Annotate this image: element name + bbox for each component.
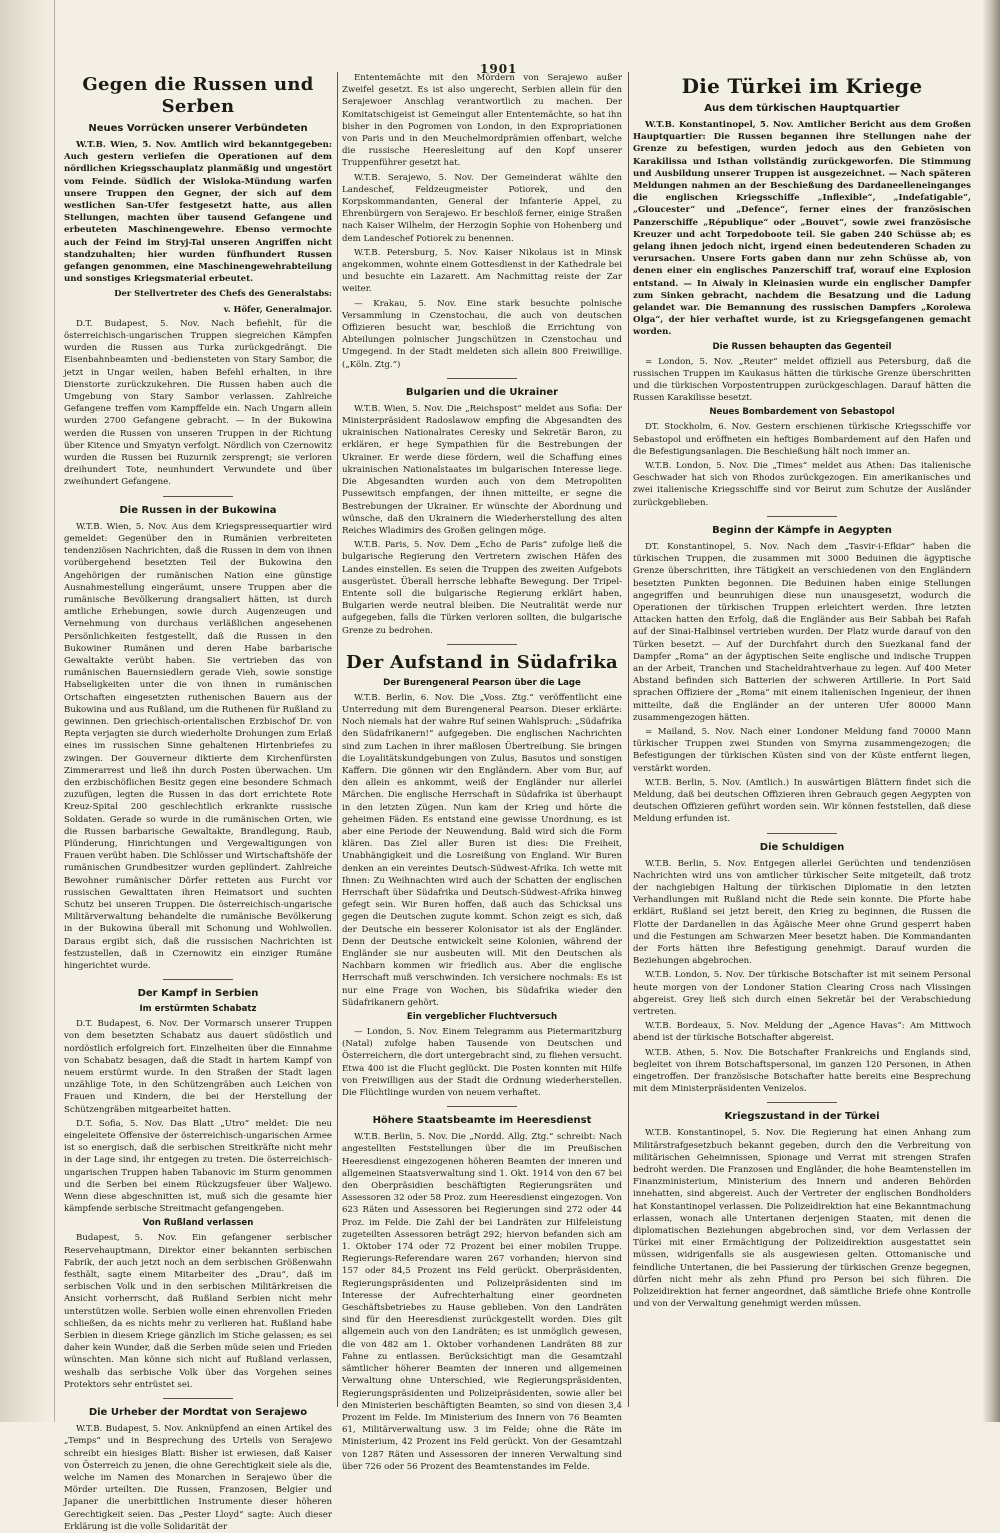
- separator: [767, 833, 837, 834]
- subhead-fluchtversuch: Ein vergeblicher Fluchtversuch: [406, 1012, 558, 1023]
- separator: [163, 496, 233, 497]
- separator: [767, 516, 837, 517]
- adjacent-page-edge-left: [0, 0, 55, 1422]
- column-rule-1: [337, 72, 338, 1407]
- separator: [447, 1106, 517, 1107]
- article-mailand: = Mailand, 5. Nov. Nach einer Londoner Meldung fand 70000 Mann türkischer Truppen zwei Stunden von Smyrna zusammengezogen; die Befestigungen der türkischen Küsten sind von der Küste entfernt liegen, verstärkt worden.: [633, 726, 971, 774]
- subhead-pearson: Der Burengeneral Pearson über die Lage: [383, 677, 581, 688]
- article-serajewo-gemeinderat: W.T.B. Serajewo, 5. Nov. Der Gemeinderat wählte den Landeschef, Feldzeugmeister Potiorek, und den Korpskommandanten, General der Infanterie Appel, zu Ehrenbürgern von Serajewo. Er beschloß ferner, einige Straßen nach Kaiser Wilhelm, der Herzogin Sophie von Hohenberg und dem Landeschef Potiorek zu benennen.: [342, 172, 622, 244]
- separator: [447, 644, 517, 645]
- column-rule-2: [628, 72, 629, 1407]
- article-entente-continued: Ententemächte mit den Mördern von Serajewo außer Zweifel gesetzt. Es ist also ungerecht, Serbien allein für den Serajewoer Anschlag verantwortlich zu machen. Der Komitatschigeist ist Gemeingut aller Ententemächte, so hat ihn bisher in den Pogromen von London, in den Expropriationen von Paris und in den Meuchelmordprämien offenbart, welche die russische Heeresleitung auf den Kopf unserer Truppenführer gesetzt hat.: [342, 73, 622, 169]
- column-2: [342, 72, 622, 1472]
- subhead-vorruecken: Neues Vorrücken unserer Verbündeten: [88, 123, 308, 134]
- headline-serbien: Der Kampf in Serbien: [137, 988, 259, 1000]
- page-edge-right: [982, 0, 1000, 1422]
- article-serajewo-urheber: W.T.B. Budapest, 5. Nov. Anknüpfend an einen Artikel des „Temps“ und in Besprechung des Urteils von Serajewo schreibt ein hiesiges Blatt: Bisher ist erwiesen, daß Kaiser von Österreich zu jenen, die ohne Gerechtigkeit siele als die, welche im Namen des Monarchen in Serajewo über die Mörder urteilten. Die Russen, Franzosen, Belgier und Japaner die unerbittlichen Instrumente dieser höheren Gerechtigkeit seien. Das „Pester Lloyd“ sagte: Auch dieser Erklärung ist die volle Solidarität der: [64, 1424, 332, 1532]
- headline-bulgarien: Bulgarien und die Ukrainer: [405, 386, 559, 398]
- article-schuldigen-bordeaux: W.T.B. Bordeaux, 5. Nov. Meldung der „Agence Havas“: Am Mittwoch abend ist der türkische Botschafter abgereist.: [633, 1021, 971, 1044]
- column-3: [633, 72, 971, 1407]
- subhead-russland-verlassen: Von Rußland verlassen: [142, 1218, 254, 1229]
- article-schuldigen-london: W.T.B. London, 5. Nov. Der türkische Botschafter ist mit seinem Personal heute morgen von der Londoner Station Clearing Cross nach Vlissingen abgereist. Grey ließ sich durch einen Sekretär bei der Verabschiedung vertreten.: [633, 970, 971, 1017]
- separator: [163, 1398, 233, 1399]
- article-bulgarien-paris: W.T.B. Paris, 5. Nov. Dem „Echo de Paris“ zufolge ließ die bulgarische Regierung den Vertretern zwischen Häfen des Landes einstellen. Es seien die Truppen des zweiten Aufgebots ausgerüstet. Überall herrsche lebhafte Bewegung. Der Tripel-Entente soll die bulgarische Regierung erklärt haben, Bulgarien werde neutral bleiben. Die Neutralität werde nur aufgegeben, falls die Türken verloren sollten, die bulgarische Grenze zu bedrohen.: [342, 540, 622, 636]
- article-london-times: W.T.B. London, 5. Nov. Die „Times“ meldet aus Athen: Das italienische Geschwader hat sich von Rhodos zurückgezogen. Ein amerikanisches und zwei italienische Kriegsschiffe sind vor Beirut zum Schutze der Ausländer zurückgeblieben.: [633, 461, 971, 508]
- article-schuldigen-athen: W.T.B. Athen, 5. Nov. Die Botschafter Frankreichs und Englands sind, begleitet von ihrem Botschaftspersonal, im ganzen 120 Personen, in Athen eingetroffen. Der französische Botschafter hatte bereits eine Besprechung mit dem Ministerpräsidenten Venizelos.: [633, 1047, 971, 1095]
- article-schabatz: D.T. Budapest, 6. Nov. Der Vormarsch unserer Truppen von dem besetzten Schabatz aus dauert südöstlich und nordöstlich erfolgreich fort. Einzelheiten über die Einnahme von Schabatz besagen, daß die Stadt in hartem Kampf von neuem erstürmt wurde. In den Straßen der Stadt lagen unzählige Tote, in den Schützengräben auch Leichen von Frauen und Kindern, die bei der Herstellung der Schützengräben mitgearbeitet hatten.: [64, 1019, 332, 1115]
- headline-serajewo: Die Urheber der Mordtat von Serajewo: [88, 1407, 308, 1419]
- separator: [447, 378, 517, 379]
- column-1: [64, 72, 332, 1532]
- article-kriegszustand: W.T.B. Konstantinopel, 5. Nov. Die Regierung hat einen Anhang zum Militärstrafgesetzbuch bekannt gegeben, durch den die Verbreitung von militärischen Geheimnissen, Spionage und Verrat mit strengen Strafen bedroht werden. Die Franzosen und Engländer, die hohe Beamtenstellen im Finanzministerium, Ministerium des Innern und anderen Behörden innehatten, sind abgereist. Auch der Vertreter der englischen Bondholders hat Konstantinopel verlassen. Die Polizeidirektion hat eine Bekanntmachung erlassen, wonach alle Untertanen derjenigen Staaten, mit denen die diplomatischen Beziehungen abgebrochen sind, vor dem Verlassen der Türkei mit einer Ermächtigung der Polizeidirektion ausgestattet sein müssen, widrigenfalls sie als ausgewiesen gelten. Ottomanische und feindliche Untertanen, die bei Passierung der türkischen Grenze begegnen, dürfen nicht mehr als zehn Pfund pro Person bei sich führen. Die Polizeidirektion hat ferner angeordnet, daß sämtliche Briefe ohne Kontrolle und von der Verwaltung genehmigt werden müssen.: [633, 1128, 971, 1310]
- headline-kriegszustand: Kriegszustand in der Türkei: [724, 1111, 880, 1123]
- headline-russen-serben: Gegen die Russen und Serben: [82, 74, 314, 117]
- separator: [163, 979, 233, 980]
- article-bulgarien-wien: W.T.B. Wien, 5. Nov. Die „Reichspost“ meldet aus Sofia: Der Ministerpräsident Radoslawow empfing die Abgesandten des ukrainischen Nationalrates Ceresky und Sekretär Baron, zu erklären, er hege Sympathien für die Bestrebungen der Ukrainer. Er werde diese fördern, weil die Schaffung eines ukrainischen Nationalstaates im bulgarischen Interesse liege. Die Abgesandten wurden auch von dem Metropoliten Pussewitsch empfangen, der ihnen mitteilte, er segne die Bestrebungen der Ukrainer. Er wünschte der Abordnung und wünsche, daß den Ukrainern die Wiederherstellung des alten Reiches Wladimirs des Großen gelingen möge.: [342, 403, 622, 536]
- article-petersburg: W.T.B. Petersburg, 5. Nov. Kaiser Nikolaus ist in Minsk angekommen, wohnte einem Gottesdienst in der Kathedrale bei und besuchte ein Lazarett. Am Nachmittag reiste der Zar weiter.: [342, 247, 622, 295]
- headline-aegypten: Beginn der Kämpfe in Aegypten: [712, 524, 892, 536]
- article-london-reuter: = London, 5. Nov. „Reuter“ meldet offiziell aus Petersburg, daß die russischen Truppen im Kaukasus hätten die türkische Grenze überschritten und die türkischen Vorpostentruppen zurückgeschlagen. Darauf hätten die Russen Karakilisse besetzt.: [633, 356, 971, 404]
- article-fluchtversuch: — London, 5. Nov. Einem Telegramm aus Pietermaritzburg (Natal) zufolge haben Tausende von Deutschen und Österreichern, die dort untergebracht sind, zu fliehen versucht. Etwa 400 ist die Flucht geglückt. Die Posten konnten mit Hilfe von Freiwilligen aus der Stadt die Ordnung wiederherstellen. Die Flüchtlinge wurden von neuem verhaftet.: [342, 1027, 622, 1099]
- article-konstantinopel-bericht: W.T.B. Konstantinopel, 5. Nov. Amtlicher Bericht aus dem Großen Hauptquartier: Die Russen begannen ihre Stellungen nahe der Grenze zu befestigen, wurden jedoch aus den Gebieten von Karakilissa und Isthan vollständig zurückgeworfen. Die Stimmung und Ausbildung unserer Truppen ist ausgezeichnet. — Nach späteren Meldungen nahmen an der Beschießung des Dardaneelleneinganges die englischen Kriegsschiffe „Inflexible“, „Indefatigable“, „Gloucester“ und „Defence“, ferner eines der französischen Panzerschiffe „République“ oder „Bouvet“, sowie zwei französische Kreuzer und acht Torpedoboote teil. Sie gaben 240 Schüsse ab; es gelang ihnen jedoch nicht, irgend einen bedeutenderen Schaden zu verursachen. Unsere Forts gaben dann nur zehn Schüsse ab, von denen einer ein englisches Panzerschiff traf, worauf eine Explosion entstand. — In Aiwaly in Kleinasien wurde ein englischer Dampfer zum Sinken gebracht, nachdem die Besatzung und die Ladung gelandet war. Die Bemannung des russischen Dampfers „Korolewa Olga“, der hier verhaftet wurde, ist zu Kriegsgefangenen gemacht worden.: [633, 120, 971, 338]
- article-stockholm: DT. Stockholm, 6. Nov. Gestern erschienen türkische Kriegsschiffe vor Sebastopol und eröffneten ein heftiges Bombardement auf den Hafen und die Befestigungsanlagen. Die Beschießung hält noch immer an.: [633, 422, 971, 457]
- article-schuldigen-berlin: W.T.B. Berlin, 5. Nov. Entgegen allerlei Gerüchten und tendenziösen Nachrichten wird uns von amtlicher türkischer Seite mitgeteilt, daß trotz der nachgiebigen Haltung der türkischen Diplomatie in den letzten Verhandlungen mit Rußland nicht die Rede sein konnte. Die Pforte habe erklärt, Rußland sei jetzt bereit, den Krieg zu beginnen, die Russen die Flotte der Dardanellen in das Ägäische Meer ohne Grund gesperrt haben und die Festungen am Schwarzen Meer besetzt haben. Die Kommandanten der Forts hätten ihre Befestigung genehmigt. Darauf wurden die Beziehungen abgebrochen.: [633, 858, 971, 967]
- separator: [767, 1102, 837, 1103]
- article-pearson: W.T.B. Berlin, 6. Nov. Die „Voss. Ztg.“ veröffentlicht eine Unterredung mit dem Burengeneral Pearson. Dieser erklärte: Noch niemals hat der wahre Ruf seinen Wahlspruch: „Südafrika den Südafrikanern!“ aufgegeben. Die englischen Nachrichten sind zum Lachen in ihrer maßlosen Übertreibung. Sie bringen die Loyalitätskundgebungen von Zulus, Basutos und sonstigen Kaffern. Die gönnen wir den Engländern. Aber vom Bur, auf den allein es ankommt, weiß der Engländer nur allerlei Märchen. Die englische Herrschaft in Südafrika ist überhaupt in den letzten Zügen. Nun kam der Krieg und hörte die geheimen Fäden. Es entstand eine gewisse Unordnung, es ist aber eine Periode der Neuwendung. Bald wird sich die Form klären. Das Ziel aller Buren ist dies: Die Freiheit, Unabhängigkeit und die Losreißung von England. Wir Buren denken an ein vereintes Deutsch-Südwest-Afrika. Ich wette mit Ihnen: Zu Weihnachten wird auch der Schatten der englischen Herrschaft über Südafrika und Deutsch-Südwest-Afrika hinweg gefegt sein. Wir Buren hoffen, daß auch das Schicksal uns gegen die Deutschen zugute kommt. Schon zeigt es sich, daß der Deutsche ein besserer Kolonisator ist als der Engländer. Denn der Deutsche entwickelt seine Kolonien, während der Engländer sie nur ausbeuten will. Mit den Deutschen als Nachbarn kommen wir friedlich aus. Aber die englische Herrschaft muß verschwinden. Ich versichere nochmals: Es ist nur eine Frage von Wochen, bis Südafrika wieder den Südafrikanern gehört.: [342, 692, 622, 1008]
- article-russland-verlassen: Budapest, 5. Nov. Ein gefangener serbischer Reservehauptmann, Direktor einer bekannten serbischen Fabrik, der auch jetzt noch an dem serbischen Größenwahn festhält, sagte einem Mitarbeiter des „Drau“, daß im serbischen Volk und in den serbischen Militärkreisen die Ansicht vorherrscht, daß Rußland Serbien nicht mehr unterstützen wolle. Serbien wolle einen ehrenvollen Frieden schließen, da es nichts mehr zu verlieren hat. Rußland habe Serbien in diesem Kriege gänzlich im Stiche gelassen; es sei daher kein Wunder, daß die Serben müde seien und Frieden wünschten. Man könne sich nicht auf Rußland verlassen, weshalb das serbische Volk über das Vorgehen seines Protektors sehr entrüstet sei.: [64, 1233, 332, 1390]
- article-bukowina: W.T.B. Wien, 5. Nov. Aus dem Kriegspressequartier wird gemeldet: Gegenüber den in Rumänien verbreiteten tendenziösen Nachrichten, daß die Russen in dem von ihnen vorübergehend besetzten Teil der Bukowina den Angehörigen der rumänischen Nation eine günstige Ausnahmestellung eingeräumt, unsere Truppen aber die rumänische Bevölkerung drangsaliert hätten, ist durch amtliche Erhebungen, sowie durch Augenzeugen und Vernehmung von durchaus verläßlichen angesehenen Persönlichkeiten festgestellt, daß die Russen in den Bukowiner Rumänen und deren Habe barbarische Gewaltakte verübt haben. Sie vertrieben das von rumänischen Bauernsiedlern gerade Vieh, sowie sonstige Habseligkeiten unter die von ihnen in rumänischen Ortschaften eingesetzten ruthenischen Bauern aus der Bukowina und aus Rußland, um die Ruthenen für Rußland zu gewinnen. Den griechisch-orientalischen Erzbischof Dr. von Repta verjagten sie durch wiederholte Drohungen zum Erlaß eines im russischen Sinne gehaltenen Hirtenbriefes zu zwingen. Der Gouverneur diktierte dem Kirchenfürsten Zimmerarrest und ließ ihn durch Posten überwachen. Um den erzbischöflichen Besitz gegen eine besondere Schmach zuzufügen, legten die Russen in das dort errichtete Rote Kreuz-Spital 200 geschlechtlich erkrankte russische Soldaten. Gerade so wurde in die rumänischen Orten, wie die Russen barbarische Gewaltakte, Brandlegung, Raub, Plünderung, Hinrichtungen und Vergewaltigungen von Frauen verübt haben. Die Schlösser und Wirtschaftshöfe der rumänischen Grundbesitzer wurden geplündert. Zahlreiche Bewohner rumänischer Dörfer retteten aus Furcht vor russischen Gewalttaten ihren Heimatsort und suchten Schutz bei unseren Truppen. Die österreichisch-ungarische Militärverwaltung behandelte die rumänische Bevölkerung in der Bukowina überall mit Schonung und Wohlwollen. Daraus ergibt sich, daß die russischen Nachrichten ist festzustellen, daß in Czernowitz ein einziger Rumäne hingerichtet wurde.: [64, 521, 332, 971]
- headline-schuldigen: Die Schuldigen: [759, 841, 845, 853]
- subhead-hauptquartier: Aus dem türkischen Hauptquartier: [704, 103, 900, 114]
- headline-bukowina: Die Russen in der Bukowina: [119, 504, 277, 516]
- subhead-sebastopol: Neues Bombardement von Sebastopol: [709, 407, 895, 418]
- article-aegypten-konstantinopel: DT. Konstantinopel, 5. Nov. Nach dem „Tasvir-i-Efkiar“ haben die türkischen Truppen, die zusammen mit 3000 Beduinen die ägyptische Grenze überschritten, ihre Tätigkeit an verschiedenen von den Engländern besetzten Punkten begonnen. Die Beduinen haben einige Stellungen angegriffen und beunruhigen diese nun unausgesetzt, wodurch die Operationen der türkischen Truppen erleichtert werden. Ihre letzten Attacken hatten den Erfolg, daß die Engländer aus Beir Sabbah bei Rafah auf der Sinai-Halbinsel vertrieben wurden. Der Platz wurde darauf von den Türken besetzt. — Auf der Durchfahrt durch den Suezkanal fand der Dampfer „Roma“ an der ägyptischen Seite englische und indische Truppen an der Arbeit, Tranchen und Stacheldrahtverhaue zu legen. Auf 400 Meter Abstand befinden sich Batterien der schweren Artillerie. In Port Said sprachen Offiziere der „Roma“ mit einem italienischen Ingenieur, der ihnen mitteilte, daß die Engländer an der unteren Ufer 80000 Mann zusammengezogen hätten.: [633, 541, 971, 723]
- page-number: 1901: [480, 62, 518, 76]
- article-berlin-amtlich: W.T.B. Berlin, 5. Nov. (Amtlich.) In auswärtigen Blättern findet sich die Meldung, daß bei deutschen Offizieren ihren Gebrauch gegen Aegypten von deutschen Offizieren geführt worden sein. Wir können feststellen, daß diese Meldung erfunden ist.: [633, 777, 971, 825]
- article-lead-wien: W.T.B. Wien, 5. Nov. Amtlich wird bekanntgegeben: Auch gestern verliefen die Operationen auf dem nördlichen Kriegsschauplatz planmäßig und ungestört vom Feinde. Südlich der Wisloka-Mündung warfen unsere Truppen den Gegner, der sich auf dem westlichen San-Ufer festgesetzt hatte, aus allen Stellungen, machten über tausend Gefangene und erbeuteten Maschinengewehre. Ebenso vermochte auch der Feind im Stryj-Tal unseren Angriffen nicht standzuhalten; hier wurden fünfhundert Russen gefangen genommen, eine Maschinengewehrabteilung und sonstiges Kriegsmaterial erbeutet.: [64, 140, 332, 285]
- article-budapest: D.T. Budapest, 5. Nov. Nach befiehlt, für die österreichisch-ungarischen Truppen siegreichen Kämpfen wurden die Russen aus Turka zurückgedrängt. Die Eisenbahnbeamten und -bediensteten von Stary Sambor, die jetzt in Ungar weilen, haben Befehl erhalten, in ihre Dienstorte zurückzukehren. Die Russen haben auch die Umgebung von Stary Sambor verlassen. Zahlreiche Gefangene treffen vom Kampffelde ein. Nach Ungarn allein wurden 2700 Gefangene gebracht. — In der Bukowina werden die Russen von unseren Truppen in der Richtung über Kitence und Smyatyn verfolgt. Nördlich von Czernowitz wurden die Russen bei Ruzurnik zersprengt; sie verloren dreihundert Tote, neunhundert Verwundete und über zweihundert Gefangene.: [64, 318, 332, 488]
- signature-line-1: Der Stellvertreter des Chefs des Generalstabs:: [114, 288, 332, 299]
- headline-suedafrika: Der Aufstand in Südafrika: [346, 651, 618, 673]
- subhead-schabatz: Im erstürmten Schabatz: [139, 1004, 257, 1015]
- article-sofia: D.T. Sofia, 5. Nov. Das Blatt „Utro“ meldet: Die neu eingeleitete Offensive der österreichisch-ungarischen Armee ist so energisch, daß die serbischen Streitkräfte nicht mehr in der Lage sind, ihr entgegen zu treten. Die österreichisch-ungarischen Truppen haben Tabanovic im Sturm genommen und die Serben bei einem Rückzugsfeuer über Waljewo. Wenn diese abgeschnitten ist, muß sich die gesamte hier kämpfende serbische Streitmacht gefangengeben.: [64, 1118, 332, 1215]
- subhead-gegenteil: Die Russen behaupten das Gegenteil: [712, 341, 892, 352]
- article-staatsbeamte: W.T.B. Berlin, 5. Nov. Die „Nordd. Allg. Ztg.“ schreibt: Nach angestellten Feststellungen über die im Preußischen Heeresdienst eingezogenen höheren Beamten der inneren und allgemeinen Staatsverwaltung sind 1. Okt. 1914 von den 67 bei den Oberpräsidien beschäftigten Regierungsräten und Assessoren 32 oder 58 Proz. zum Heeresdienst eingezogen. Von 623 Räten und Assessoren bei Regierungen sind 272 oder 44 Proz. im Felde. Die Zahl der bei Landräten zur Hilfeleistung zugeteilten Assessoren beträgt 292; hiervon befanden sich am 1. Oktober 174 oder 72 Prozent bei einer mobilen Truppe. Regierungs-Referendare waren 267 vorhanden; hiervon sind 157 oder 84,5 Prozent ins Feld gerückt. Oberpräsidenten, Regierungspräsidenten und Polizeipräsidenten sind im Interesse der Aufrechterhaltung einer geordneten Geschäftsbetriebes zu Hause geblieben. Von den Landräten sind für den Heeresdienst zurückgestellt worden. Dies gilt allgemein auch von den Landräten; es ist unmöglich gewesen, die von 482 am 1. Oktober vorhandenen Landräten 88 zur Fahne zu entlassen. Berücksichtigt man die Gesamtzahl sämtlicher höherer Beamten der inneren und allgemeinen Verwaltung ohne Unterschied, wie Regierungspräsidenten, Regierungspräsidenten und Polizeipräsidenten, sowie aller bei den Ministerien beschäftigten Beamten, so sind von diesen 3,4 Prozent im Felde. Im Ministerium des Innern von 76 Beamten 61, Militärverwaltung usw. 3 im Felde; ohne die Räte im Ministerium, 42 Prozent ins Feld gerückt. Von der Gesamtzahl von 1287 Räten und Assessoren der inneren Verwaltung sind über 726 oder 56 Prozent des Beamtenstandes im Felde.: [342, 1132, 622, 1472]
- headline-tuerkei: Die Türkei im Kriege: [681, 74, 923, 98]
- headline-staatsbeamte: Höhere Staatsbeamte im Heeresdienst: [372, 1115, 592, 1127]
- signature-line-2: v. Höfer, Generalmajor.: [223, 303, 332, 314]
- article-krakau: — Krakau, 5. Nov. Eine stark besuchte polnische Versammlung in Czenstochau, die auch von deutschen Offizieren besucht war, beschloß die Errichtung von Abteilungen polnischer Jungschützen in Czenstochau und Umgegend. In der Stadt meldeten sich allein 800 Freiwillige. („Köln. Ztg.“): [342, 298, 622, 370]
